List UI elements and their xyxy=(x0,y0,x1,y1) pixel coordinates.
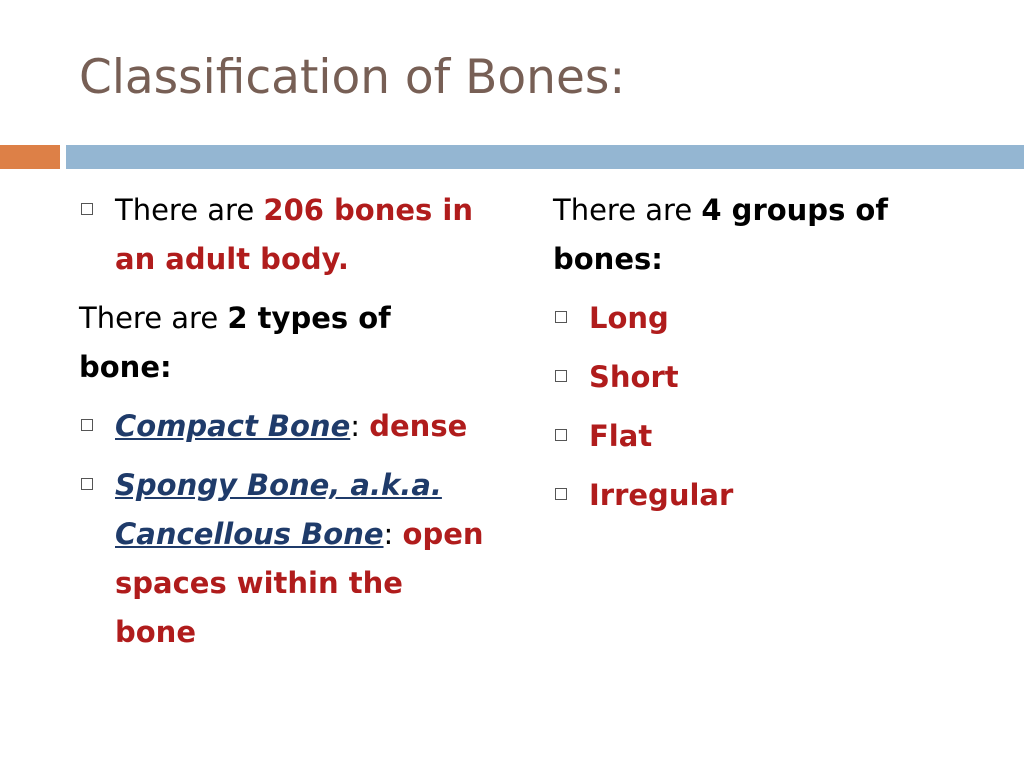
square-bullet-icon xyxy=(555,488,567,500)
types-intro xyxy=(79,294,489,392)
text-pre: There are xyxy=(79,301,228,335)
group-item-short xyxy=(553,353,973,402)
square-bullet-icon xyxy=(81,203,93,215)
bullet-compact-bone xyxy=(79,402,489,451)
separator: : xyxy=(350,409,370,443)
square-bullet-icon xyxy=(555,370,567,382)
accent-bar xyxy=(0,145,60,169)
group-label: Irregular xyxy=(589,478,734,512)
bullet-spongy-bone xyxy=(79,461,489,657)
bone-count-highlight: 206 bones in an adult body. xyxy=(115,193,473,276)
groups-intro xyxy=(553,186,973,284)
compact-bone-link[interactable]: Compact Bone xyxy=(115,409,351,443)
bullet-bone-count xyxy=(79,186,489,284)
spongy-bone-desc: open spaces within the bone xyxy=(115,517,484,649)
text-pre: There are xyxy=(553,193,702,227)
group-item-long xyxy=(553,294,973,343)
group-item-irregular xyxy=(553,471,973,520)
separator: : xyxy=(383,517,403,551)
square-bullet-icon xyxy=(81,478,93,490)
group-label: Long xyxy=(589,301,669,335)
square-bullet-icon xyxy=(555,429,567,441)
group-item-flat xyxy=(553,412,973,461)
group-label: Short xyxy=(589,360,679,394)
compact-bone-desc: dense xyxy=(369,409,468,443)
groups-bold: 4 groups of bones: xyxy=(553,193,888,276)
square-bullet-icon xyxy=(555,311,567,323)
right-column xyxy=(553,186,973,530)
group-label: Flat xyxy=(589,419,653,453)
text-pre: There are xyxy=(115,193,264,227)
spongy-bone-link[interactable]: Spongy Bone, a.k.a. Cancellous Bone xyxy=(115,468,442,551)
title-underline-bar xyxy=(66,145,1024,169)
slide-title: Classification of Bones: xyxy=(79,50,626,105)
square-bullet-icon xyxy=(81,419,93,431)
types-bold: 2 types of bone: xyxy=(79,301,391,384)
left-column xyxy=(79,186,489,667)
